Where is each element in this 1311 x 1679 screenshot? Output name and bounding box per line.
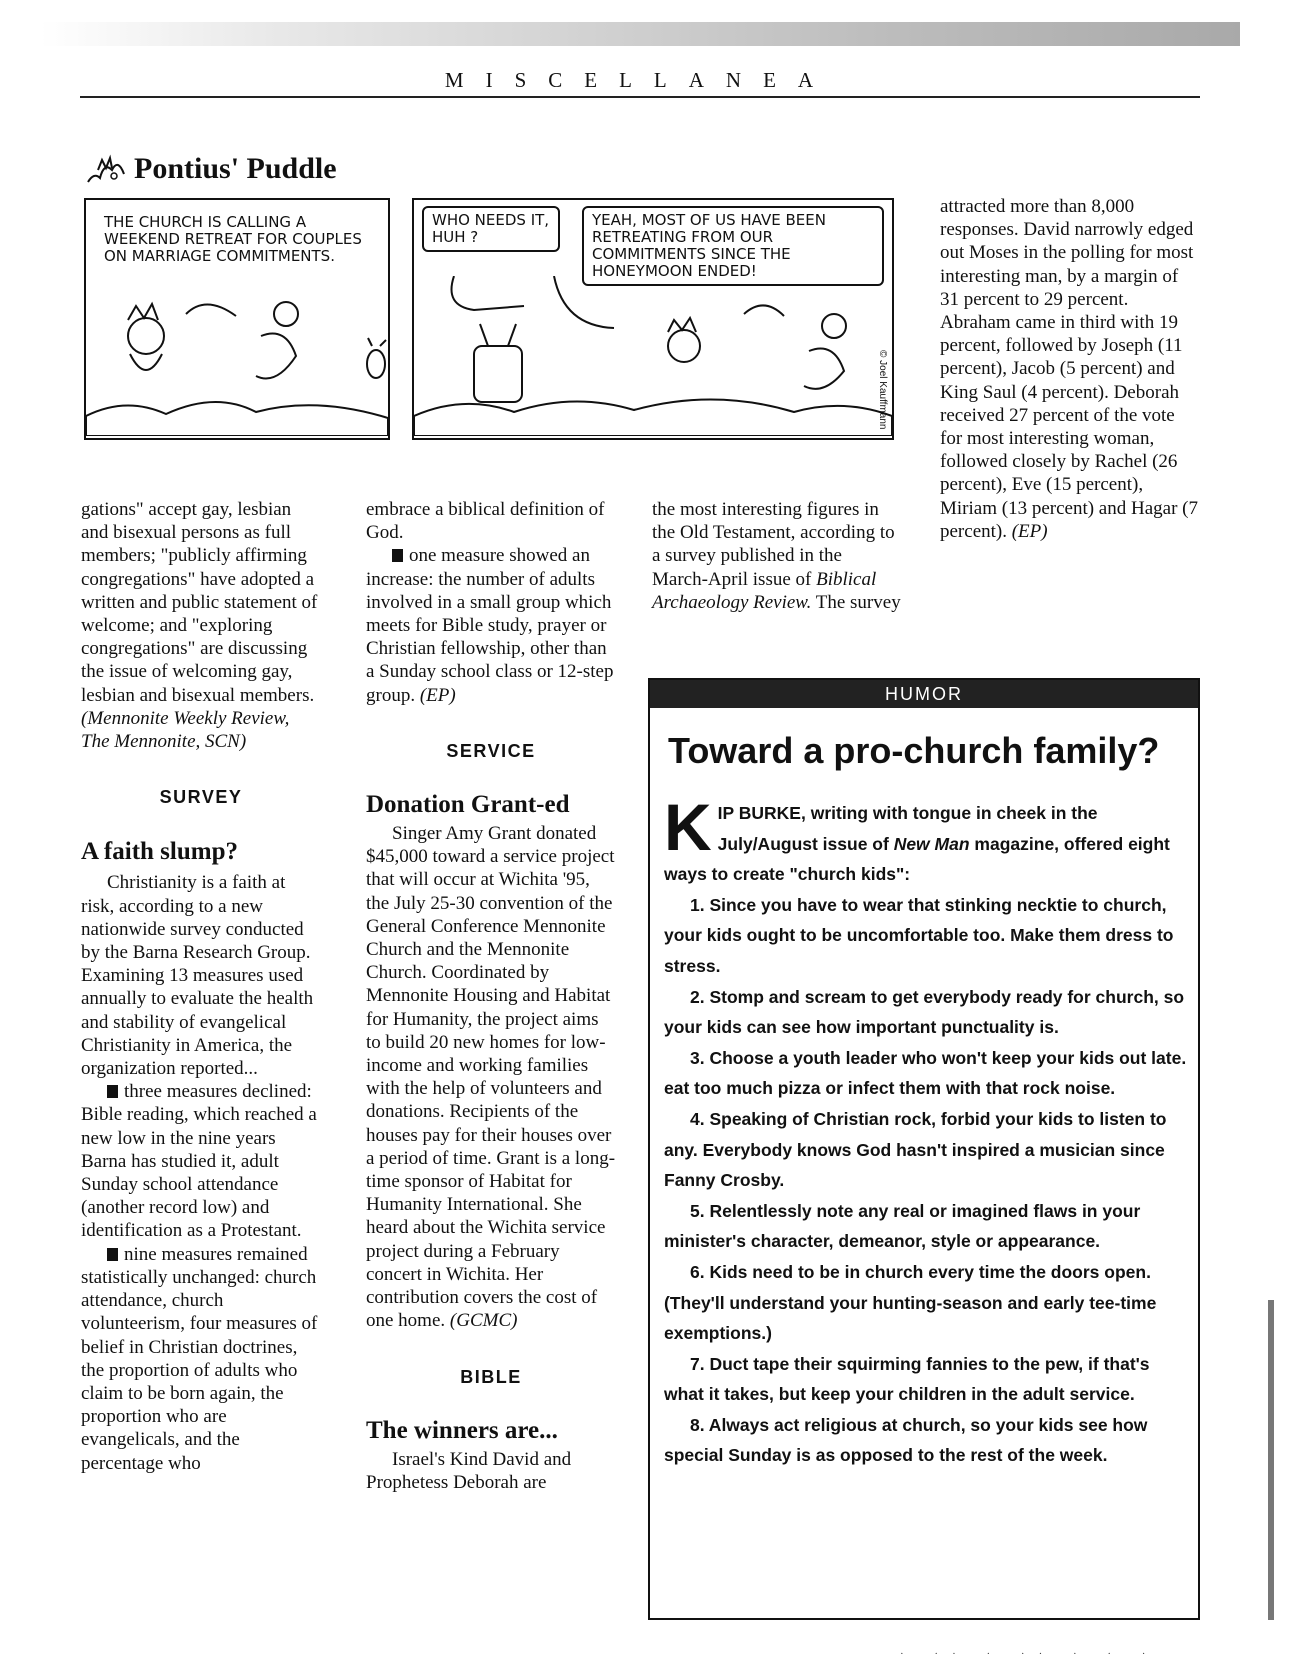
comic-caption: THE CHURCH IS CALLING A WEEKEND RETREAT FOR COUPLES ON MARRIAGE COMMITMENTS.: [104, 213, 362, 265]
col3-paragraph-1: the most interesting figures in the Old Testament, according to a survey published in the March-April issue of Biblical Archaeology Review. The survey: [652, 499, 901, 613]
comic-bubble-1: WHO NEEDS IT, HUH ?: [422, 206, 560, 252]
comic-bubble-2: YEAH, MOST OF US HAVE BEEN RETREATING FROM OUR COMMITMENTS SINCE THE HONEYMOON ENDED!: [582, 206, 884, 286]
humor-item: 1. Since you have to wear that stinking necktie to church, your kids ought to be uncomfortable too. Make them dress to stress.: [664, 894, 1174, 976]
comic-title-text: Pontius' Puddle: [134, 152, 337, 185]
col4-paragraph-1: attracted more than 8,000 responses. David narrowly edged out Moses in the polling for most interesting man, by a margin of 31 percent to 29 percent. Abraham came in third with 19 percent, followed by Joseph (11 percent), Jacob (5 percent) and King Saul (4 percent). Deborah received 27 percent of the vote for most interesting woman, followed closely by Rachel (26 percent), Eve (15 percent), Miriam (13 percent) and Hagar (7 percent). (EP): [940, 196, 1198, 542]
footer-marks: · ·· · ·· · · ·: [900, 1648, 1160, 1660]
col1-paragraph-2: Christianity is a faith at risk, according to a new nationwide survey conducted by the Barna Research Group. Examining 13 measures used annually to evaluate the health and stability of evangelical Christianity in America, the organization reported...: [81, 872, 314, 1080]
humor-item: 4. Speaking of Christian rock, forbid your kids to listen to any. Everybody knows God hasn't inspired a musician since Fanny Crosby.: [664, 1108, 1167, 1191]
humor-dropcap: K: [664, 790, 712, 864]
comic-tv-figures-illustration: [414, 276, 892, 436]
humor-item: 7. Duct tape their squirming fannies to the pew, if that's what it takes, but keep your children in the adult service.: [664, 1353, 1150, 1405]
col2-headline-1: Donation Grant-ed: [366, 791, 570, 819]
humor-intro: KIP BURKE, writing with tongue in cheek in the July/August issue of New Man magazine, offered eight ways to create "church kids":: [664, 790, 1170, 885]
bullet-square-icon: [107, 1085, 118, 1098]
comic-panel-2: [412, 198, 894, 440]
humor-item: 5. Relentlessly note any real or imagined flaws in your minister's character, demeanor, style or appearance.: [664, 1200, 1141, 1252]
page-edge-mark: [1268, 1300, 1274, 1620]
col2-paragraph-2: one measure showed an increase: the number of adults involved in a small group which meets for Bible study, prayer or Christian fellowship, other than a Sunday school class or 12-step group. (EP): [366, 545, 614, 706]
humor-body: [664, 790, 1188, 1471]
humor-item: 2. Stomp and scream to get everybody ready for church, so your kids can see how important punctuality is.: [664, 986, 1185, 1038]
comic-panel-1: [84, 198, 390, 440]
humor-item: 3. Choose a youth leader who won't keep your kids out late. eat too much pizza or infect them with that rock noise.: [664, 1047, 1187, 1099]
col1-paragraph-3: three measures declined: Bible reading, which reached a new low in the nine years Barna has studied it, adult Sunday school attendance (another record low) and identification as a Protestant.: [81, 1081, 317, 1242]
column-3: [652, 498, 902, 614]
col4-source: (EP): [1011, 520, 1048, 542]
humor-item: 8. Always act religious at church, so your kids see how special Sunday is as opposed to the rest of the week.: [664, 1414, 1148, 1466]
comic-logo-icon: [84, 152, 128, 186]
section-rule: [80, 96, 1200, 98]
bullet-square-icon: [392, 549, 403, 562]
col1-paragraph-4: nine measures remained statistically unchanged: church attendance, church volunteerism, four measures of belief in Christian doctrines, the proportion of adults who claim to be born again, the proportion who are evangelicals, and the percentage who: [81, 1243, 318, 1474]
comic-figures-illustration: [86, 286, 388, 436]
col2-paragraph-4: Israel's Kind David and Prophetess Deborah are: [366, 1448, 572, 1493]
col2-headline-2: The winners are...: [366, 1416, 558, 1444]
col1-paragraph-1: gations" accept gay, lesbian and bisexual persons as full members; "publicly affirming congregations" have adopted a written and public statement of welcome; and "exploring congregations" are discussing the issue of welcoming gay, lesbian and bisexual members. (Mennonite Weekly Review, The Mennonite, SCN): [81, 499, 318, 753]
col1-source: (Mennonite Weekly Review, The Mennonite, SCN): [81, 707, 290, 753]
column-1: [81, 498, 321, 1475]
section-header: MISCELLANEA: [444, 68, 836, 92]
col1-category-survey: SURVEY: [159, 787, 243, 808]
col2-source-1: (EP): [419, 684, 456, 706]
humor-magazine: New Man: [893, 833, 970, 854]
col1-headline: A faith slump?: [81, 838, 238, 866]
humor-item: 6. Kids need to be in church every time the doors open. (They'll understand your hunting-season and early tee-time exemptions.): [664, 1261, 1157, 1344]
col2-paragraph-1: embrace a biblical definition of God.: [366, 499, 605, 544]
col2-category-bible: BIBLE: [460, 1366, 522, 1387]
column-2: [366, 498, 616, 1494]
top-scan-bar: [40, 22, 1240, 46]
comic-title: [84, 152, 337, 186]
col3-publication: Biblical Archaeology Review.: [652, 568, 877, 613]
comic-credit: © Joel Kauffmann: [877, 350, 888, 430]
humor-box: [648, 678, 1200, 1620]
col2-category-service: SERVICE: [446, 740, 536, 761]
humor-band: HUMOR: [650, 680, 1198, 708]
col2-source-2: (GCMC): [449, 1310, 518, 1332]
humor-title: Toward a pro-church family?: [668, 730, 1160, 771]
col2-paragraph-3: Singer Amy Grant donated $45,000 toward a service project that will occur at Wichita '95, the July 25-30 convention of the General Conference Mennonite Church and the Mennonite Church. Coordinated by Mennonite Housing and Habitat for Humanity, the project aims to build 20 new homes for low-income and working families with the help of volunteers and donations. Recipients of the houses pay for their houses over a period of time. Grant is a long-time sponsor of Habitat for Humanity International. She heard about the Wichita service project during a February concert in Wichita. Her contribution covers the cost of one home. (GCMC): [366, 823, 616, 1332]
bullet-square-icon: [107, 1248, 118, 1261]
column-4: [940, 195, 1198, 543]
